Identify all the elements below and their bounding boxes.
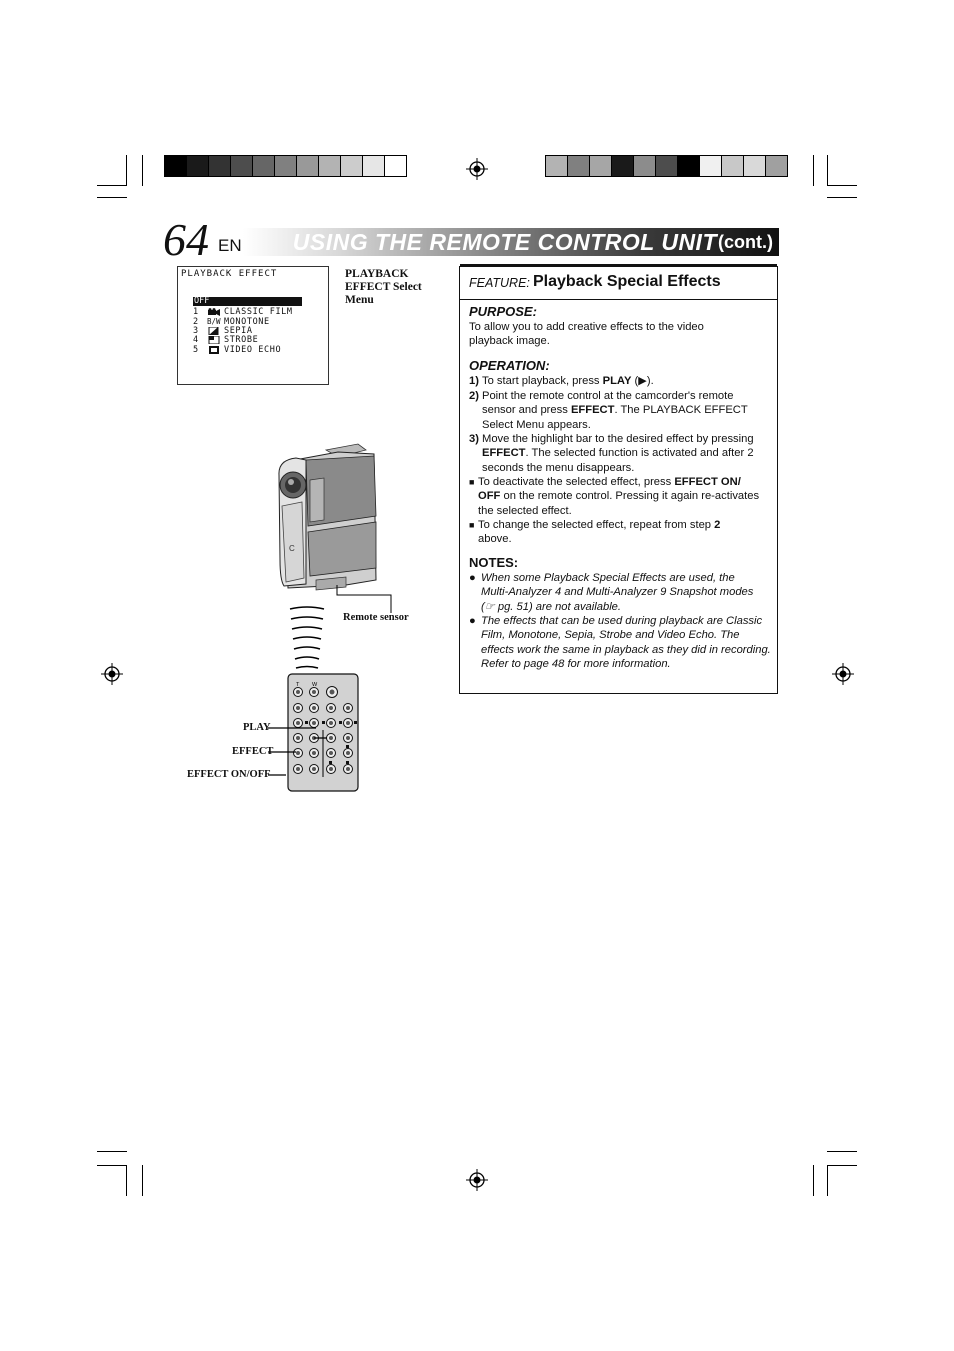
color-bar-swatch	[612, 156, 634, 176]
menu-item	[193, 345, 281, 355]
remote-leader-lines	[268, 720, 328, 780]
step-text: Point the remote control at the camcorder's remote sensor and press	[482, 390, 734, 417]
page-number: 64	[163, 214, 209, 265]
registration-mark-icon	[832, 663, 854, 685]
bullet-dot-icon: ●	[469, 615, 476, 627]
color-bar-swatch	[209, 156, 231, 176]
feature-header	[460, 267, 777, 300]
color-bar-swatch	[634, 156, 656, 176]
menu-highlight-off: OFF	[193, 297, 302, 306]
page-lang: EN	[218, 236, 242, 255]
infrared-signal-icon	[287, 605, 327, 671]
color-bar-swatch	[546, 156, 568, 176]
menu-item-label: VIDEO ECHO	[224, 345, 282, 355]
menu-item	[193, 307, 293, 317]
step-bold: PLAY	[602, 375, 632, 387]
operation-heading: OPERATION:	[469, 358, 550, 373]
color-bar-swatch	[385, 156, 406, 176]
registration-mark-icon	[101, 663, 123, 685]
registration-mark-icon	[466, 1169, 488, 1191]
step-3	[469, 432, 769, 475]
menu-item-num: 5	[193, 345, 199, 355]
menu-item-label: CLASSIC FILM	[224, 307, 293, 317]
menu-title: PLAYBACK EFFECT	[181, 269, 278, 279]
svg-text:C: C	[289, 544, 295, 553]
remote-sensor-leader	[336, 585, 396, 615]
bullet-1	[469, 475, 769, 518]
square-bullet-icon: ■	[469, 520, 475, 530]
color-bar-swatch	[766, 156, 787, 176]
color-bar-swatch	[700, 156, 722, 176]
step-number: 2)	[469, 390, 479, 402]
effect-label: EFFECT	[232, 746, 274, 757]
color-bar-swatch	[297, 156, 319, 176]
step-text: . The PLAYBACK EFFECT Select Menu appears.	[482, 404, 748, 431]
menu-item-num: 4	[193, 335, 199, 345]
menu-item-num: 2	[193, 317, 199, 327]
color-bar-swatch	[656, 156, 678, 176]
banner-cont: (cont.)	[718, 232, 773, 252]
bullet-text: To deactivate the selected effect, press	[478, 476, 675, 488]
purpose-text: To allow you to add creative effects to the video playback image.	[469, 321, 704, 348]
film-camera-icon	[207, 308, 221, 316]
color-bar-swatch	[678, 156, 700, 176]
step-bold: EFFECT	[482, 447, 526, 460]
feature-label: FEATURE:	[469, 276, 530, 290]
step-number: 3)	[469, 433, 479, 445]
note-2	[469, 614, 769, 672]
bullet-text: above.	[478, 533, 512, 546]
banner-title: USING THE REMOTE CONTROL UNIT	[292, 229, 717, 255]
step-2	[469, 389, 769, 432]
square-bullet-icon: ■	[469, 477, 475, 487]
camcorder-illustration	[276, 440, 382, 595]
step-text: Move the highlight bar to the desired effect by pressing	[482, 433, 754, 445]
bullet-bold: EFFECT ON/ OFF	[478, 476, 741, 503]
bullet-bold: 2	[714, 519, 721, 531]
menu-item	[193, 335, 258, 345]
bullet-dot-icon: ●	[469, 572, 476, 584]
step-text: (▶).	[631, 375, 654, 387]
feature-box	[459, 266, 778, 694]
color-bar-swatch	[187, 156, 209, 176]
step-1	[469, 374, 769, 388]
color-bar-swatch	[722, 156, 744, 176]
purpose-heading: PURPOSE:	[469, 304, 537, 319]
bw-icon: B/W	[207, 317, 221, 326]
color-bar-swatch	[253, 156, 275, 176]
effect-onoff-label: EFFECT ON/OFF	[187, 769, 271, 780]
playback-effect-menu-screen	[177, 266, 329, 385]
menu-item-label: SEPIA	[224, 326, 253, 336]
note-text: When some Playback Special Effects are used, the Multi-Analyzer 4 and Multi-Analyzer 9 Snapshot modes (☞ pg. 51) are not available.	[481, 572, 754, 613]
section-banner	[243, 228, 779, 256]
step-text: To start playback, press	[482, 375, 603, 387]
feature-title: Playback Special Effects	[533, 273, 721, 290]
menu-item-num: 1	[193, 307, 199, 317]
bullet-2	[469, 518, 769, 547]
color-bar-swatch	[744, 156, 766, 176]
remote-w-label: W	[312, 682, 318, 688]
color-bar-swatch	[165, 156, 187, 176]
play-label: PLAY	[243, 722, 271, 733]
color-bars-left	[164, 155, 407, 177]
menu-caption: PLAYBACK EFFECT Select Menu	[345, 268, 422, 306]
color-bar-swatch	[590, 156, 612, 176]
color-bar-swatch	[568, 156, 590, 176]
step-text: . The selected function is activated and after 2 seconds the menu disappears.	[482, 447, 754, 474]
notes-heading: NOTES:	[469, 555, 519, 570]
step-number: 1)	[469, 375, 479, 387]
note-text: The effects that can be used during playback are Classic Film, Monotone, Sepia, Strobe and Video Echo. The effects work the same in playback as they did in recording. Refer to page 48 for more information.	[481, 615, 771, 671]
note-1	[469, 571, 769, 614]
menu-item-num: 3	[193, 326, 199, 336]
color-bar-swatch	[231, 156, 253, 176]
remote-t-label: T	[296, 682, 300, 688]
color-bar-swatch	[319, 156, 341, 176]
video-echo-icon	[207, 346, 221, 354]
remote-sensor-label: Remote sensor	[343, 612, 409, 623]
sepia-icon	[207, 327, 221, 335]
bullet-text: To change the selected effect, repeat from step	[478, 519, 715, 531]
menu-item-label: STROBE	[224, 335, 259, 345]
strobe-icon	[207, 336, 221, 344]
registration-mark-icon	[466, 158, 488, 180]
step-bold: EFFECT	[570, 404, 615, 417]
color-bar-swatch	[341, 156, 363, 176]
color-bars-right	[545, 155, 788, 177]
bullet-text: on the remote control. Pressing it again re-activates the selected effect.	[478, 490, 760, 517]
menu-item-label: MONOTONE	[224, 317, 270, 327]
color-bar-swatch	[275, 156, 297, 176]
color-bar-swatch	[363, 156, 385, 176]
